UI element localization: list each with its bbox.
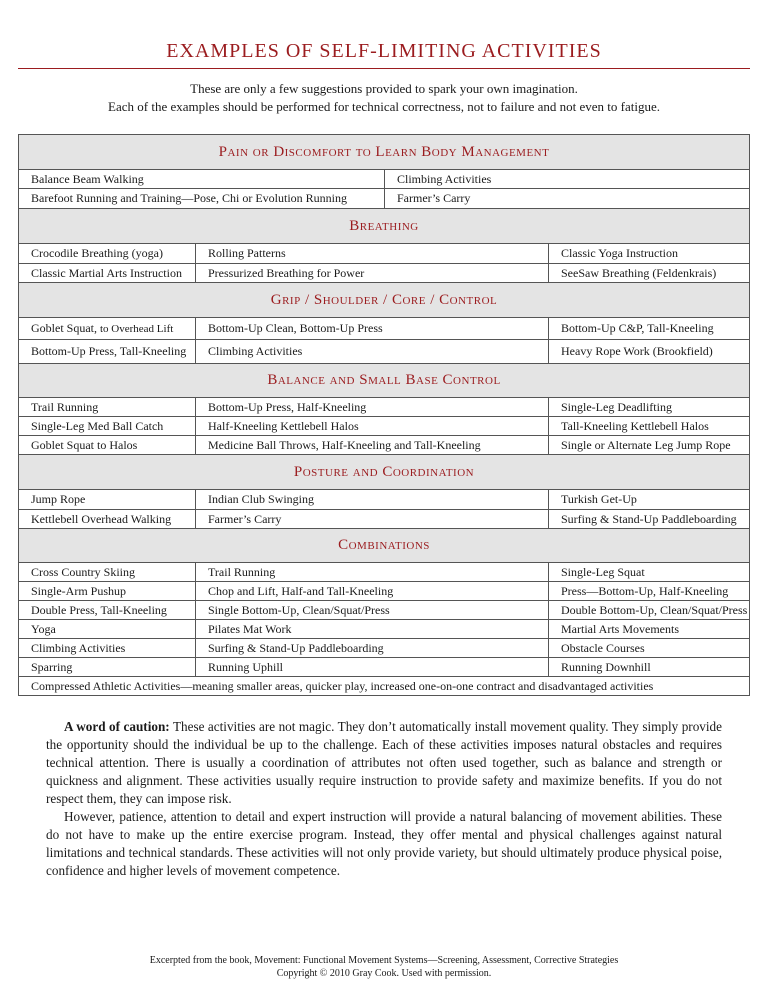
table-cell: Obstacle Courses: [548, 639, 749, 657]
activities-table: [18, 134, 750, 696]
table-cell: Press—Bottom-Up, Half-Kneeling: [548, 582, 749, 600]
table-cell: Single Bottom-Up, Clean/Squat/Press: [195, 601, 548, 619]
table-cell: SeeSaw Breathing (Feldenkrais): [548, 264, 749, 282]
section-heading-breathing: Breathing: [19, 208, 749, 243]
table-cell: Martial Arts Movements: [548, 620, 749, 638]
footer-copyright: Copyright © 2010 Gray Cook. Used with permission.: [276, 968, 492, 979]
caution-paragraph-1: [46, 718, 722, 808]
table-cell: Indian Club Swinging: [195, 490, 548, 509]
table-row: [19, 509, 749, 528]
intro-line-1: These are only a few suggestions provided to spark your own imagination.: [190, 81, 578, 96]
table-cell: Balance Beam Walking: [31, 171, 144, 186]
table-cell: Surfing & Stand-Up Paddleboarding: [548, 510, 749, 528]
table-cell: Rolling Patterns: [195, 244, 548, 263]
table-cell: Climbing Activities: [31, 640, 126, 655]
table-cell: Trail Running: [31, 399, 99, 414]
table-cell: Bottom-Up C&P, Tall-Kneeling: [548, 318, 749, 339]
page-footer: [0, 954, 768, 980]
table-cell: Surfing & Stand-Up Paddleboarding: [195, 639, 548, 657]
table-row: [19, 638, 749, 657]
table-row: [19, 416, 749, 435]
table-row: [19, 188, 749, 208]
section-heading-combinations: Combinations: [19, 528, 749, 562]
table-cell: Jump Rope: [31, 492, 86, 506]
table-cell: Sparring: [31, 659, 73, 674]
table-cell: Single or Alternate Leg Jump Rope: [548, 436, 749, 454]
caution-text: [46, 718, 722, 880]
table-cell: Barefoot Running and Training—Pose, Chi or Evolution Running: [31, 191, 348, 205]
table-cell: Yoga: [31, 621, 56, 636]
table-row: [19, 243, 749, 263]
table-row: [19, 581, 749, 600]
table-row: [19, 676, 749, 695]
cell-text: Goblet Squat,: [31, 321, 97, 335]
table-cell: [19, 318, 195, 339]
table-cell: Trail Running: [195, 563, 548, 581]
table-cell: Single-Leg Squat: [548, 563, 749, 581]
section-heading-grip: Grip / Shoulder / Core / Control: [19, 282, 749, 317]
table-cell: Single-Leg Med Ball Catch: [31, 418, 164, 433]
table-cell: Running Downhill: [548, 658, 749, 676]
table-cell: Farmer’s Carry: [384, 189, 749, 208]
table-cell: Farmer’s Carry: [195, 510, 548, 528]
table-cell: Pilates Mat Work: [195, 620, 548, 638]
table-cell: Climbing Activities: [384, 170, 749, 188]
table-row: [19, 397, 749, 416]
table-row: [19, 169, 749, 188]
table-cell: Cross Country Skiing: [31, 564, 136, 579]
intro-line-2: Each of the examples should be performed for technical correctness, not to failure and not even to fatigue.: [108, 99, 660, 114]
caution-paragraph-2: However, patience, attention to detail and expert instruction will provide a natural balancing of movement abilities. These do not have to make up the entire exercise program. Instead, they offer mental and physical challenges against natural limitations and technical standards. These activities will not only provide variety, but should ultimately produce physical poise, confidence and higher levels of movement competence.: [46, 809, 722, 878]
table-cell: Running Uphill: [195, 658, 548, 676]
section-heading-posture: Posture and Coordination: [19, 454, 749, 489]
table-cell: Bottom-Up Clean, Bottom-Up Press: [195, 318, 548, 339]
table-cell: Crocodile Breathing (yoga): [31, 246, 163, 260]
caution-lead: A word of caution:: [64, 719, 170, 734]
table-cell: Bottom-Up Press, Half-Kneeling: [195, 398, 548, 416]
section-heading-balance: Balance and Small Base Control: [19, 363, 749, 397]
table-cell: Goblet Squat to Halos: [31, 437, 138, 452]
table-cell: Kettlebell Overhead Walking: [31, 511, 172, 526]
table-row: [19, 317, 749, 339]
title-divider: [18, 68, 750, 69]
table-cell: Double Bottom-Up, Clean/Squat/Press: [548, 601, 749, 619]
table-cell: Classic Martial Arts Instruction: [31, 265, 182, 280]
table-row: [19, 562, 749, 581]
table-row: [19, 339, 749, 363]
table-row: [19, 657, 749, 676]
table-cell: Tall-Kneeling Kettlebell Halos: [548, 417, 749, 435]
table-cell: Climbing Activities: [195, 340, 548, 363]
intro-text: [0, 80, 768, 116]
table-cell: Chop and Lift, Half-and Tall-Kneeling: [195, 582, 548, 600]
table-row: [19, 619, 749, 638]
table-cell: Half-Kneeling Kettlebell Halos: [195, 417, 548, 435]
footer-source: Excerpted from the book, Movement: Functional Movement Systems—Screening, Assessment, Corrective Strategies: [149, 955, 619, 966]
table-row: [19, 263, 749, 282]
table-cell: Double Press, Tall-Kneeling: [31, 602, 167, 617]
table-row: [19, 435, 749, 454]
page-title: EXAMPLES OF SELF-LIMITING ACTIVITIES: [166, 40, 602, 62]
section-heading-pain: Pain or Discomfort to Learn Body Management: [19, 135, 749, 169]
table-cell: Bottom-Up Press, Tall-Kneeling: [31, 344, 187, 358]
table-cell: Heavy Rope Work (Brookfield): [548, 340, 749, 363]
table-cell: Medicine Ball Throws, Half-Kneeling and Tall-Kneeling: [195, 436, 548, 454]
table-cell: Classic Yoga Instruction: [548, 244, 749, 263]
table-cell: Single-Leg Deadlifting: [548, 398, 749, 416]
cell-text-small: to Overhead Lift: [100, 322, 174, 335]
table-row: [19, 600, 749, 619]
caution-body-1: These activities are not magic. They don’t automatically install movement quality. They simply provide the opportunity should the individual be up to the challenge. Each of these activities imposes natural obstacles and requires technical attention. There is usually a coordination of attributes not often used together, such as balance and strength or quickness and alignment. These activities usually require instruction to provide safety and maximize benefits. If you do not respect them, they can impose risk.: [46, 719, 722, 806]
table-cell: Single-Arm Pushup: [31, 583, 127, 598]
table-row: [19, 489, 749, 509]
table-cell: Turkish Get-Up: [548, 490, 749, 509]
table-cell: Pressurized Breathing for Power: [195, 264, 548, 282]
table-cell-full: Compressed Athletic Activities—meaning smaller areas, quicker play, increased one-on-one contract and disadvantaged activities: [31, 678, 654, 693]
